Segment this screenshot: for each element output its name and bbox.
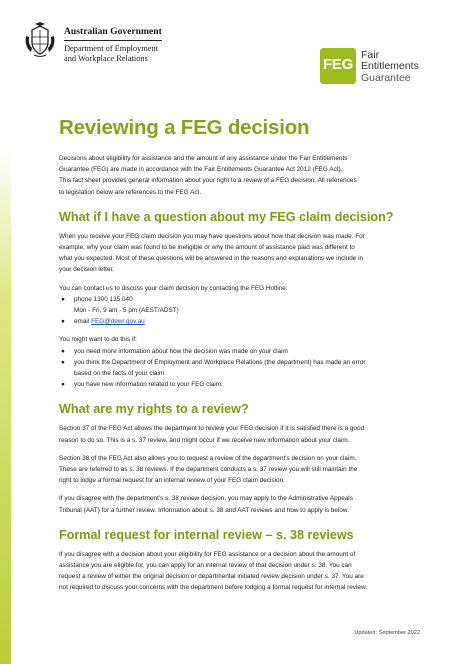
contact-list [59, 294, 419, 305]
page-title: Reviewing a FEG decision [59, 116, 310, 139]
list-item [59, 357, 419, 368]
logo-word-guarantee: Guarantee [361, 71, 411, 84]
intro-line: This fact sheet provides general information about your right to a review of a FEG decision. All references [59, 177, 357, 185]
list-item [59, 346, 419, 357]
body-line: When you receive your FEG claim decision you may have questions about how that decision was made. For [59, 232, 365, 240]
contact-list-email [59, 316, 419, 327]
intro-line: Guarantee (FEG) are made in accordance with the Fair Entitlements Guarantee Act 2012 (FEG Act). [59, 166, 343, 174]
document-body [59, 116, 419, 594]
might-intro: You might want to do this if: [59, 336, 137, 344]
bullet-icon: ● [61, 295, 65, 303]
reasons-list [59, 346, 419, 368]
list-item-text: you think the Department of Employment and Workplace Relations (the department) has made an error [74, 358, 366, 366]
body-line: Section 37 of the FEG Act allows the department to review your FEG decision if it is satisfied there is a good [59, 425, 365, 433]
rights-paragraph-1 [59, 423, 419, 445]
body-line: right to lodge a formal request for an internal review of your FEG claim decision. [59, 477, 285, 485]
page-header [0, 0, 469, 100]
coat-of-arms-icon [22, 22, 58, 58]
list-item-text: you need more information about how the decision was made on your claim [74, 347, 288, 355]
body-line: assistance you are eligible for, you can apply for an internal review of that decision under s. 38. You can [59, 562, 352, 570]
section-heading-question: What if I have a question about my FEG claim decision? [59, 209, 394, 224]
bullet-icon: ● [61, 347, 65, 355]
contact-intro: You can contact us to discuss your claim decision by contacting the FEG Hotline: [59, 284, 288, 292]
email-link[interactable]: FEG@dewr.gov.au [91, 318, 145, 326]
gov-divider [64, 40, 162, 41]
intro-paragraph [59, 153, 419, 198]
department-line1: Department of Employment [64, 44, 158, 53]
logo-word-fair: Fair [361, 49, 380, 61]
formal-review-paragraph [59, 549, 419, 594]
rights-paragraph-3 [59, 493, 419, 515]
intro-line: Decisions about eligibility for assistance and the amount of any assistance under the Fair Entitlements [59, 155, 348, 162]
body-line: Tribunal (AAT) for a further review. Information about s. 38 and AAT reviews and how to apply is below. [59, 506, 349, 514]
list-item [59, 316, 419, 327]
gov-title: Australian Government [64, 26, 162, 37]
department-line2: and Workplace Relations [64, 54, 148, 63]
hotline-hours: Mon - Fri, 9 am - 5 pm (AEST/ADST) [74, 307, 179, 315]
body-line: not required to discuss your concerns with the department before lodging a formal request for internal review. [59, 584, 367, 592]
decorative-sidebar-gradient [0, 150, 11, 664]
body-line: what you expected. Most of these questions will be answered in the reasons and explanations we include in [59, 255, 364, 263]
bullet-icon: ● [61, 318, 65, 326]
reasons-list-cont [59, 379, 419, 390]
bullet-icon: ● [61, 358, 65, 366]
body-line: If you disagree with the department's s. 38 review decision, you may apply to the Administrative Appeals [59, 495, 353, 503]
body-line: reason to do so. This is a s. 37 review, and might occur if we receive new information about your claim. [59, 436, 350, 444]
rights-paragraph-2 [59, 453, 419, 487]
list-item-text: you have new information related to your FEG claim. [74, 381, 223, 389]
body-line: If you disagree with a decision about your eligibility for FEG assistance or a decision about the amount of [59, 550, 356, 558]
bullet-icon: ● [61, 381, 65, 389]
body-line: example, why your claim was found to be ineligible or why the amount of assistance paid was different to [59, 244, 355, 252]
body-line: your decision letter. [59, 266, 115, 274]
updated-date: Updated: September 2022 [354, 630, 420, 636]
section-heading-rights: What are my rights to a review? [59, 402, 249, 417]
list-item-continuation: based on the facts of your claim [74, 370, 165, 378]
phone-text: phone 1300 135 040 [74, 295, 133, 303]
logo-word-entitlements: Entitlements [361, 60, 419, 73]
intro-line: to legislation below are references to the FEG Act. [59, 188, 202, 196]
body-line: These are referred to as s. 38 reviews. If the department conducts a s. 37 review you will still maintain the [59, 466, 358, 474]
section-heading-formal-review: Formal request for internal review – s. 38 reviews [59, 527, 354, 542]
body-line: Section 38 of the FEG Act also allows you to request a review of the department's decision on your claim. [59, 454, 357, 462]
list-item [59, 294, 419, 305]
email-label: email [74, 318, 92, 326]
list-item [59, 379, 419, 390]
question-paragraph [59, 231, 419, 276]
feg-logo-box-text: FEG [323, 56, 353, 73]
feg-logo-wordmark [361, 50, 419, 84]
government-wordmark [64, 26, 162, 64]
body-line: request a review of either the original decision or departmental initiated review decision under s. 37. You are [59, 573, 364, 581]
